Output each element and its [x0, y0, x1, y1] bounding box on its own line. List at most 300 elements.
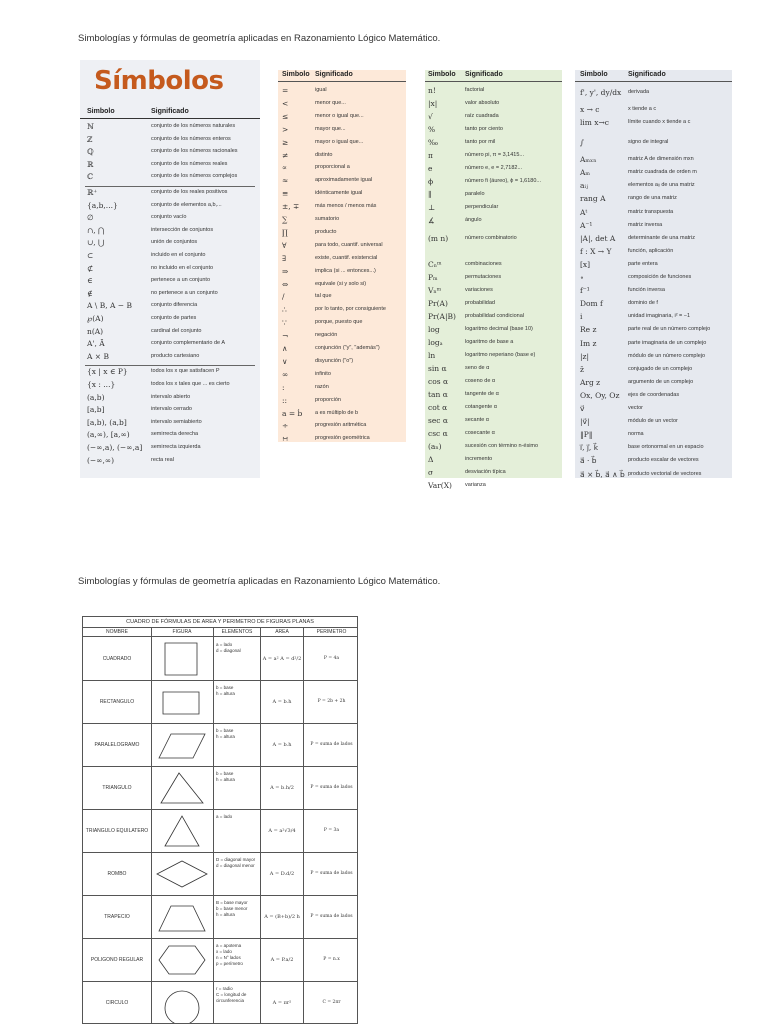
symbol-cell: ℚ	[87, 147, 94, 157]
area-formula: A = a²√3/4	[268, 828, 296, 834]
perimeter-formula: P = 4a	[323, 656, 340, 661]
rhombus-shape	[151, 855, 213, 894]
perimeter-formula: P = suma de lados	[310, 785, 353, 790]
symbol-cell: ∈	[87, 276, 93, 286]
meaning-cell: conjugado de un complejo	[628, 365, 693, 372]
header-area: AREA	[275, 629, 289, 635]
symbol-cell: ∥	[428, 190, 432, 199]
table-row	[83, 810, 357, 853]
shape-name: TRIANGULO	[102, 785, 132, 791]
symbol-cell: Aₘₓₙ	[580, 155, 597, 165]
symbol-cell: ±, ∓	[282, 202, 300, 212]
meaning-cell: conjunto vacío	[151, 214, 187, 221]
symbol-cell: {a,b,...}	[87, 200, 118, 210]
relations-card	[278, 70, 406, 442]
symbol-cell: Im z	[580, 338, 597, 348]
meaning-cell: intervalo cerrado	[151, 406, 192, 413]
symbol-cell: (a,b)	[87, 392, 105, 402]
symbol-cell: i⃗, j⃗, k⃗	[580, 443, 599, 453]
meaning-cell: progresión aritmética	[315, 422, 367, 429]
symbol-cell: ‰	[428, 138, 439, 147]
meaning-cell: por lo tanto, por consiguiente	[315, 306, 386, 313]
hexagon-shape	[151, 941, 213, 980]
meaning-cell: signo de integral	[628, 139, 669, 146]
symbol-cell: ≥	[282, 137, 289, 147]
meaning-cell: módulo de un número complejo	[628, 352, 706, 359]
symbols-card	[80, 60, 260, 478]
symbol-cell: [a,b), (a,b]	[87, 417, 127, 427]
symbol-cell: ∧	[282, 344, 288, 353]
parallelogram-shape	[151, 726, 213, 765]
row-divider	[85, 365, 255, 366]
equilateral-shape	[151, 812, 213, 851]
meaning-cell: conjunto de los números naturales	[151, 123, 236, 129]
meaning-cell: semirrecta izquierda	[151, 444, 201, 450]
meaning-cell: a es múltiplo de b	[315, 409, 359, 416]
symbol-cell: Cₙᵐ	[428, 260, 442, 269]
symbol-cell: cos α	[428, 377, 449, 386]
symbol-cell: |z|	[580, 351, 590, 361]
shape-elements: b = base h = altura	[216, 728, 235, 739]
symbol-cell: Pr(A|B)	[428, 312, 456, 321]
meaning-cell: no pertenece a un conjunto	[151, 289, 218, 296]
page-heading: Simbologías y fórmulas de geometría aplicadas en Razonamiento Lógico Matemático.	[78, 33, 441, 44]
symbol-cell: ≈	[282, 176, 289, 186]
perimeter-formula: P = suma de lados	[310, 871, 353, 876]
symbol-cell: ≤	[282, 111, 289, 121]
meaning-cell: permutaciones	[465, 274, 502, 280]
symbol-cell: a⃗ × b⃗, a⃗ ∧ b⃗	[580, 469, 625, 479]
meaning-cell: matriz transpuesta	[628, 208, 674, 215]
meaning-cell: composición de funciones	[628, 274, 692, 280]
shape-figure	[151, 812, 213, 851]
meaning-cell: aproximadamente igual	[315, 177, 373, 184]
meaning-cell: idénticamente igual	[315, 190, 363, 197]
symbol-cell: f : X → Y	[580, 246, 612, 256]
col-symbol-header: Simbolo	[428, 71, 456, 78]
meaning-cell: ejes de coordenadas	[628, 391, 680, 398]
meaning-cell: logaritmo de base a	[465, 339, 514, 345]
table-row	[83, 767, 357, 810]
meaning-cell: implica (si ... entonces...)	[315, 267, 376, 274]
symbol-cell: ∫	[580, 138, 584, 148]
table-row	[83, 982, 357, 1024]
meaning-cell: conjunto diferencia	[151, 302, 198, 309]
shape-elements: b = base h = altura	[216, 771, 235, 782]
meaning-cell: todos los x tales que ... es cierto	[151, 381, 230, 387]
symbol-cell: Vₙᵐ	[428, 286, 442, 295]
symbol-cell: ≡	[282, 189, 289, 199]
meaning-cell: límite cuando x tiende a c	[628, 119, 691, 126]
page-heading: Simbologías y fórmulas de geometría aplicadas en Razonamiento Lógico Matemático.	[78, 576, 441, 587]
meaning-cell: número combinatorio	[465, 235, 517, 241]
symbol-cell: Δ	[428, 455, 434, 464]
symbol-cell: Aₘ	[580, 168, 591, 178]
symbol-cell: z̄	[580, 364, 584, 374]
meaning-cell: no incluido en el conjunto	[151, 264, 214, 271]
symbol-cell: Pr(A)	[428, 299, 448, 308]
meaning-cell: unión de conjuntos	[151, 239, 198, 246]
table-header	[425, 70, 562, 82]
col-symbol-header: Simbolo	[282, 71, 310, 78]
meaning-cell: cosecante α	[465, 430, 495, 436]
meaning-cell: dominio de f	[628, 300, 658, 307]
symbol-cell: ∪, ⋃	[87, 238, 105, 248]
symbol-cell: A \ B, A − B	[87, 301, 132, 311]
perimeter-formula: P = n.x	[323, 957, 340, 962]
shape-name: ROMBO	[107, 871, 127, 877]
meaning-cell: para todo, cuantif. universal	[315, 241, 383, 248]
functions-card	[425, 70, 562, 490]
meaning-cell: número pi, π = 3,1415...	[465, 152, 524, 158]
symbol-cell: <	[282, 98, 289, 108]
symbol-cell: ∡	[428, 216, 435, 225]
meaning-cell: proporción	[315, 396, 341, 403]
symbol-cell: sec α	[428, 416, 448, 425]
meaning-cell: probabilidad condicional	[465, 313, 525, 319]
meaning-cell: infinito	[315, 370, 331, 377]
symbol-cell: ∩, ⋂	[87, 225, 105, 235]
shape-figure	[151, 898, 213, 937]
meaning-cell: perpendicular	[465, 204, 499, 210]
area-formula: A = b.h	[272, 699, 292, 705]
shape-figure	[151, 984, 213, 1023]
shape-elements: r = radio C = longitud de circunferencia	[216, 986, 247, 1003]
shape-name: TRIANGULO EQUILATERO	[85, 828, 149, 834]
meaning-cell: base ortonormal en un espacio	[628, 444, 704, 451]
meaning-cell: todos los x que satisfacen P	[151, 368, 220, 375]
symbol-cell: A', Ā	[87, 339, 105, 349]
area-formula: A = b.h/2	[270, 785, 294, 791]
triangle-shape	[151, 769, 213, 808]
symbol-cell: n!	[428, 86, 436, 95]
trapezoid-shape	[151, 898, 213, 937]
geometry-table-title: CUADRO DE FÓRMULAS DE AREA Y PERIMETRO DE FIGURAS PLANAS	[83, 617, 357, 628]
circle-shape	[151, 984, 213, 1023]
meaning-cell: coseno de α	[465, 378, 496, 384]
symbol-cell: e	[428, 164, 433, 173]
symbol-cell: [a,b]	[87, 405, 105, 415]
meaning-cell: cardinal del conjunto	[151, 327, 202, 334]
shape-name: CUADRADO	[102, 656, 132, 662]
symbol-cell: ln	[428, 351, 436, 360]
meaning-cell: conjunto de partes	[151, 315, 197, 321]
symbol-cell: A⁻¹	[580, 220, 593, 230]
meaning-cell: paralelo	[465, 191, 485, 197]
symbol-cell: Aᵗ	[580, 207, 588, 217]
meaning-cell: producto vectorial de vectores	[628, 470, 702, 477]
symbol-cell: ϕ	[428, 177, 434, 186]
symbol-cell: ∵	[282, 318, 287, 328]
geometry-table-header	[83, 628, 357, 637]
symbol-cell: {x | x ∈ P}	[87, 367, 128, 377]
meaning-cell: variaciones	[465, 287, 493, 293]
symbol-cell: (m n)	[428, 234, 449, 243]
col-symbol-header: Simbolo	[580, 71, 608, 78]
shape-figure	[151, 640, 213, 679]
symbol-cell: ÷	[282, 421, 289, 431]
meaning-cell: mayor o igual que...	[315, 138, 364, 145]
col-meaning-header: Significado	[151, 108, 189, 115]
symbol-cell: ℤ	[87, 134, 93, 144]
symbol-cell: Pₘ	[428, 273, 438, 282]
symbol-cell: ∨	[282, 356, 288, 366]
shape-name: POLIGONO REGULAR	[90, 957, 144, 963]
shape-figure	[151, 941, 213, 980]
symbol-cell: ∝	[282, 163, 288, 173]
meaning-cell: vector	[628, 405, 643, 411]
header-perimeter: PERIMETRO	[316, 629, 347, 635]
shape-name: TRAPECIO	[104, 914, 130, 920]
symbol-cell: a⃗ · b⃗	[580, 456, 597, 466]
symbol-cell: rang A	[580, 194, 606, 204]
symbol-cell: σ	[428, 468, 434, 477]
meaning-cell: logaritmo neperiano (base e)	[465, 352, 536, 358]
symbol-cell: csc α	[428, 429, 448, 438]
meaning-cell: número fi (áureo), ϕ = 1,6180...	[465, 178, 541, 184]
meaning-cell: tal que	[315, 293, 332, 300]
symbol-cell: ℝ	[87, 159, 94, 169]
meaning-cell: producto	[315, 228, 337, 235]
meaning-cell: conjunción ("y", "además")	[315, 345, 380, 351]
table-row	[83, 896, 357, 939]
meaning-cell: parte entera	[628, 260, 658, 267]
symbol-cell: f', y', dy/dx	[580, 88, 622, 97]
meaning-cell: menor o igual que...	[315, 112, 364, 119]
symbol-cell: (aₙ)	[428, 442, 442, 451]
symbol-cell: ⊥	[428, 203, 436, 212]
symbol-cell: ⇒	[282, 266, 289, 276]
symbol-cell: ∏	[282, 227, 288, 237]
meaning-cell: intervalo semiabierto	[151, 418, 202, 425]
meaning-cell: conjunto de los reales positivos	[151, 189, 228, 195]
meaning-cell: seno de α	[465, 365, 490, 371]
table-row	[83, 681, 357, 724]
symbol-cell: a = ḃ	[282, 408, 303, 418]
shape-figure	[151, 726, 213, 765]
meaning-cell: función inversa	[628, 287, 665, 294]
perimeter-formula: P = suma de lados	[310, 914, 353, 919]
symbol-cell: ‖P‖	[580, 430, 593, 440]
area-formula: A = D.d/2	[269, 871, 295, 877]
meaning-cell: semirrecta derecha	[151, 431, 199, 438]
symbols-title: Símbolos	[94, 66, 224, 96]
meaning-cell: conjunto complementario de A	[151, 340, 225, 347]
meaning-cell: conjunto de los números complejos	[151, 173, 238, 180]
meaning-cell: determinante de una matriz	[628, 234, 695, 241]
area-formula: A = P.a/2	[270, 957, 294, 963]
symbol-cell: ¬	[282, 331, 289, 341]
symbol-cell: {x : ...}	[87, 380, 116, 389]
header-figure: FIGURA	[172, 629, 192, 635]
area-formula: A = (B+b)/2 h	[264, 914, 300, 920]
meaning-cell: producto escalar de vectores	[628, 457, 699, 464]
symbol-cell: √	[428, 112, 433, 121]
table-row	[83, 939, 357, 982]
meaning-cell: norma	[628, 431, 644, 438]
symbol-cell: Var(X)	[428, 481, 452, 490]
meaning-cell: función, aplicación	[628, 247, 674, 254]
symbol-cell: Dom f	[580, 299, 603, 309]
table-header	[80, 107, 260, 119]
shape-elements: a = lado	[216, 814, 233, 819]
shape-name: CIRCULO	[105, 1000, 129, 1006]
symbol-cell: ∞	[282, 369, 289, 379]
symbol-cell: ∑	[282, 215, 288, 224]
shape-figure	[151, 769, 213, 808]
area-formula: A = πr²	[272, 1000, 292, 1006]
shape-elements: b = base h = altura	[216, 685, 235, 696]
symbol-cell: cot α	[428, 403, 448, 412]
symbol-cell: =	[282, 86, 289, 95]
symbol-cell: ≠	[282, 150, 289, 160]
meaning-cell: mayor que...	[315, 125, 346, 132]
meaning-cell: cotangente α	[465, 404, 497, 410]
symbol-cell: (−∞,a), (−∞,a]	[87, 443, 143, 452]
symbol-cell: sin α	[428, 364, 447, 373]
symbol-cell: ∺	[282, 434, 289, 444]
meaning-cell: conjunto de los números racionales	[151, 148, 238, 155]
symbol-cell: A × B	[87, 351, 109, 361]
meaning-cell: matriz A de dimensión mxn	[628, 156, 694, 163]
meaning-cell: sucesión con término n-ésimo	[465, 443, 539, 449]
table-header	[575, 70, 732, 82]
meaning-cell: sumatorio	[315, 216, 340, 222]
symbol-cell: /	[282, 292, 285, 302]
header-elements: ELEMENTOS	[221, 629, 253, 635]
symbol-cell: ⇔	[282, 279, 289, 289]
meaning-cell: existe, cuantif. existencial	[315, 254, 378, 261]
symbol-cell: ℂ	[87, 172, 93, 182]
col-meaning-header: Significado	[315, 71, 353, 78]
symbol-cell: logₐ	[428, 338, 443, 347]
meaning-cell: tanto por mil	[465, 139, 496, 145]
rect-shape	[151, 683, 213, 722]
symbol-cell: tan α	[428, 390, 448, 399]
meaning-cell: recta real	[151, 456, 174, 463]
symbol-cell: ∘	[580, 273, 584, 282]
meaning-cell: factorial	[465, 87, 485, 93]
symbol-cell: ∉	[87, 288, 93, 298]
perimeter-formula: C = 2πr	[322, 1000, 341, 1005]
table-row	[83, 724, 357, 767]
meaning-cell: combinaciones	[465, 261, 502, 267]
symbol-cell: i	[580, 312, 583, 322]
meaning-cell: raíz cuadrada	[465, 113, 499, 119]
symbol-cell: ℕ	[87, 122, 94, 131]
meaning-cell: x tiende a c	[628, 106, 657, 112]
meaning-cell: menor que...	[315, 99, 346, 106]
symbol-cell: Arg z	[580, 377, 601, 387]
meaning-cell: proporcional a	[315, 164, 350, 171]
symbol-cell: ℘(A)	[87, 314, 104, 323]
meaning-cell: producto cartesiano	[151, 352, 200, 359]
area-formula: A = a² A = d²/2	[262, 656, 302, 662]
meaning-cell: porque, puesto que	[315, 319, 363, 326]
meaning-cell: número e, e = 2,7182...	[465, 165, 523, 171]
meaning-cell: logaritmo decimal (base 10)	[465, 326, 533, 332]
table-row	[83, 853, 357, 896]
meaning-cell: desviación típica	[465, 469, 506, 475]
meaning-cell: intersección de conjuntos	[151, 226, 214, 233]
symbol-cell: ::	[282, 395, 288, 405]
meaning-cell: tanto por ciento	[465, 126, 503, 132]
meaning-cell: matriz inversa	[628, 221, 663, 228]
meaning-cell: equivale (si y solo si)	[315, 280, 367, 287]
meaning-cell: incluido en el conjunto	[151, 252, 206, 258]
meaning-cell: incremento	[465, 456, 493, 462]
symbol-cell: log	[428, 325, 440, 334]
meaning-cell: argumento de un complejo	[628, 378, 694, 385]
symbol-cell: (−∞,∞)	[87, 455, 115, 465]
meaning-cell: matriz cuadrada de orden m	[628, 169, 697, 176]
symbol-cell: |A|, det A	[580, 233, 616, 243]
shape-elements: a = apotema x = lado n = N° lados p = perímetro	[216, 943, 243, 966]
symbol-cell: |x|	[428, 99, 438, 108]
symbol-cell: ∃	[282, 253, 287, 263]
perimeter-formula: P = 3a	[323, 828, 340, 833]
symbol-cell: f⁻¹	[580, 286, 590, 296]
area-formula: A = b.h	[272, 742, 292, 748]
symbol-cell: ∀	[282, 240, 287, 250]
symbol-cell: aᵢⱼ	[580, 181, 588, 191]
perimeter-formula: P = 2b + 2h	[317, 699, 346, 704]
meaning-cell: unidad imaginaria, i² = −1	[628, 313, 691, 320]
meaning-cell: conjunto de elementos a,b,...	[151, 201, 222, 208]
symbol-cell: |v⃗|	[580, 417, 590, 427]
col-symbol-header: Simbolo	[87, 108, 115, 115]
shape-name: RECTANGULO	[99, 699, 135, 705]
meaning-cell: secante α	[465, 417, 489, 423]
meaning-cell: derivada	[628, 89, 650, 95]
meaning-cell: elementos aᵢⱼ de una matriz	[628, 182, 695, 189]
meaning-cell: igual	[315, 87, 327, 93]
meaning-cell: tangente de α	[465, 391, 499, 397]
meaning-cell: progresión geométrica	[315, 435, 370, 442]
meaning-cell: distinto	[315, 151, 333, 158]
symbol-cell: %	[428, 125, 436, 134]
meaning-cell: más menos / menos más	[315, 203, 377, 210]
shape-figure	[151, 683, 213, 722]
geometry-formulas-table	[82, 616, 358, 1024]
symbol-cell: lim x→c	[580, 118, 610, 128]
meaning-cell: conjunto de los números enteros	[151, 135, 231, 142]
table-header	[278, 70, 406, 82]
meaning-cell: ángulo	[465, 217, 482, 223]
meaning-cell: parte imaginaria de un complejo	[628, 339, 707, 346]
table-row	[83, 638, 357, 681]
shape-elements: B = base mayor b = base menor h = altura	[216, 900, 248, 917]
symbol-cell: Re z	[580, 325, 597, 335]
symbol-cell: ℝ⁺	[87, 188, 98, 197]
meaning-cell: rango de una matriz	[628, 195, 677, 202]
header-name: NOMBRE	[106, 629, 128, 635]
symbol-cell: x → c	[580, 105, 600, 114]
calculus-card	[575, 70, 732, 478]
meaning-cell: pertenece a un conjunto	[151, 277, 211, 284]
meaning-cell: valor absoluto	[465, 100, 500, 106]
symbol-cell: ∴	[282, 305, 287, 315]
symbol-cell: [x]	[580, 259, 591, 269]
symbol-cell: n(A)	[87, 326, 104, 336]
meaning-cell: probabilidad	[465, 300, 495, 306]
meaning-cell: parte real de un número complejo	[628, 326, 711, 333]
symbol-cell: v⃗	[580, 404, 585, 413]
col-meaning-header: Significado	[465, 71, 503, 78]
meaning-cell: intervalo abierto	[151, 393, 191, 400]
symbol-cell: ∅	[87, 213, 94, 223]
symbol-cell: ⊄	[87, 263, 94, 273]
